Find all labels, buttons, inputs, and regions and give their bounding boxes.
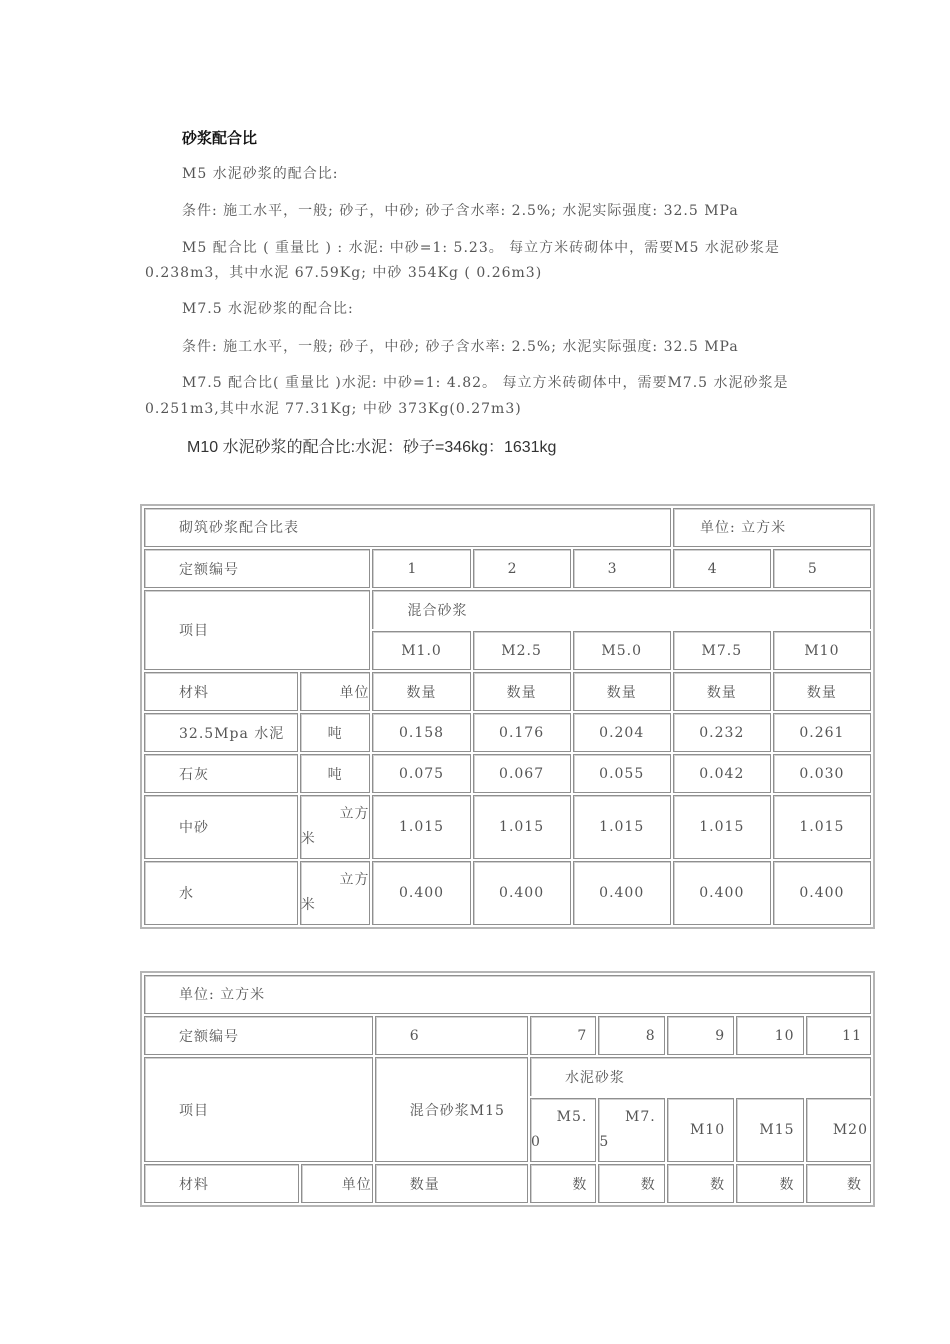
table1-qty-label: 数量 bbox=[673, 672, 771, 711]
table2-qty-short: 数 bbox=[736, 1164, 803, 1203]
m5-ratio-line1: M5 配合比 ( 重量比 ) : 水泥: 中砂=1: 5.23。 每立方米砖砌体中，需要M5 水泥砂浆是 bbox=[182, 240, 780, 256]
m5-conditions: 条件: 施工水平，一般; 砂子，中砂; 砂子含水率: 2.5%; 水泥实际强度: 32.5 MPa bbox=[182, 203, 739, 219]
m5-ratio-line2: 0.238m3，其中水泥 67.59Kg; 中砂 354Kg ( 0.26m3) bbox=[145, 265, 543, 281]
table2-qty-short: 数 bbox=[667, 1164, 734, 1203]
row-value: 0.042 bbox=[673, 754, 771, 793]
table-row bbox=[144, 754, 871, 793]
table1-item-label: 项目 bbox=[144, 590, 370, 670]
table1-qty-label: 数量 bbox=[473, 672, 571, 711]
table1-quota-5: 5 bbox=[773, 549, 871, 588]
row-material-name: 中砂 bbox=[144, 795, 298, 859]
row-value: 0.261 bbox=[773, 713, 871, 752]
table1-grade-m7-5: M7.5 bbox=[673, 631, 771, 670]
row-value: 1.015 bbox=[573, 795, 671, 859]
table2-quota-6: 6 bbox=[375, 1016, 528, 1055]
table2-material-label: 材料 bbox=[144, 1164, 299, 1203]
row-value: 0.400 bbox=[573, 861, 671, 925]
table2-grade-m15: M15 bbox=[736, 1098, 803, 1162]
table1-material-label: 材料 bbox=[144, 672, 298, 711]
table2-qty-label: 数量 bbox=[375, 1164, 528, 1203]
unit-part-a: 立方 bbox=[339, 806, 370, 822]
table2-grade-m10: M10 bbox=[667, 1098, 734, 1162]
table1-qty-label: 数量 bbox=[573, 672, 671, 711]
mortar-ratio-table-1 bbox=[140, 504, 875, 929]
table2-qty-short: 数 bbox=[598, 1164, 664, 1203]
row-value: 0.400 bbox=[372, 861, 470, 925]
row-material-name: 石灰 bbox=[144, 754, 298, 793]
table-row bbox=[144, 795, 871, 859]
table2-quota-7: 7 bbox=[530, 1016, 596, 1055]
grade-part-a: M7. bbox=[625, 1109, 656, 1125]
row-value: 0.400 bbox=[473, 861, 571, 925]
grade-part-b: 5 bbox=[599, 1134, 610, 1150]
m75-ratio-line1: M7.5 配合比( 重量比 )水泥: 中砂=1: 4.82。 每立方米砖砌体中，需要M7.5 水泥砂浆是 bbox=[182, 375, 789, 391]
unit-part-b: 米 bbox=[300, 831, 316, 847]
row-material-unit: 吨 bbox=[300, 713, 371, 752]
row-value: 0.400 bbox=[673, 861, 771, 925]
row-value: 1.015 bbox=[372, 795, 470, 859]
table1-mortar-type: 混合砂浆 bbox=[372, 590, 871, 629]
grade-part-b: 0 bbox=[530, 1134, 541, 1150]
table1-unit-label: 单位 bbox=[300, 672, 371, 711]
table1-quota-2: 2 bbox=[473, 549, 571, 588]
unit-part-b: 米 bbox=[300, 897, 316, 913]
table2-unit-label: 单位 bbox=[301, 1164, 372, 1203]
row-value: 0.075 bbox=[372, 754, 470, 793]
table2-quota-11: 11 bbox=[806, 1016, 871, 1055]
page-title: 砂浆配合比 bbox=[182, 129, 258, 147]
row-material-unit: 吨 bbox=[300, 754, 371, 793]
table2-grade-m5 bbox=[530, 1098, 596, 1162]
row-value: 0.055 bbox=[573, 754, 671, 793]
table2-unit: 单位: 立方米 bbox=[144, 975, 871, 1014]
row-value: 0.204 bbox=[573, 713, 671, 752]
row-value: 0.067 bbox=[473, 754, 571, 793]
table2-cement-mortar: 水泥砂浆 bbox=[530, 1057, 871, 1096]
table1-grade-m5: M5.0 bbox=[573, 631, 671, 670]
m10-ratio: M10 水泥砂浆的配合比:水泥：砂子=346kg：1631kg bbox=[187, 439, 557, 456]
row-value: 1.015 bbox=[773, 795, 871, 859]
table2-qty-short: 数 bbox=[806, 1164, 871, 1203]
table2-qty-short: 数 bbox=[530, 1164, 596, 1203]
table2-item-label: 项目 bbox=[144, 1057, 373, 1162]
table2-quota-label: 定额编号 bbox=[144, 1016, 373, 1055]
table1-quota-4: 4 bbox=[673, 549, 771, 588]
table1-grade-m2-5: M2.5 bbox=[473, 631, 571, 670]
row-value: 0.400 bbox=[773, 861, 871, 925]
grade-part-a: M5. bbox=[556, 1109, 588, 1125]
table1-quota-label: 定额编号 bbox=[144, 549, 370, 588]
table2-grade-m7-5 bbox=[598, 1098, 664, 1162]
table2-quota-10: 10 bbox=[736, 1016, 803, 1055]
unit-part-a: 立方 bbox=[339, 872, 370, 888]
table1-grade-m1: M1.0 bbox=[372, 631, 470, 670]
table2-quota-9: 9 bbox=[667, 1016, 734, 1055]
row-material-unit bbox=[300, 795, 371, 859]
table1-quota-3: 3 bbox=[573, 549, 671, 588]
table-row bbox=[144, 861, 871, 925]
row-value: 0.176 bbox=[473, 713, 571, 752]
table1-grade-m10: M10 bbox=[773, 631, 871, 670]
row-value: 0.232 bbox=[673, 713, 771, 752]
row-material-name: 水 bbox=[144, 861, 298, 925]
row-value: 0.158 bbox=[372, 713, 470, 752]
row-material-unit bbox=[300, 861, 371, 925]
table1-quota-1: 1 bbox=[372, 549, 470, 588]
m75-conditions: 条件: 施工水平，一般; 砂子，中砂; 砂子含水率: 2.5%; 水泥实际强度: 32.5 MPa bbox=[182, 339, 739, 355]
table1-title: 砌筑砂浆配合比表 bbox=[179, 520, 299, 536]
table-row bbox=[144, 713, 871, 752]
row-value: 1.015 bbox=[673, 795, 771, 859]
table1-qty-label: 数量 bbox=[773, 672, 871, 711]
table2-grade-m20: M20 bbox=[806, 1098, 871, 1162]
row-value: 0.030 bbox=[773, 754, 871, 793]
table1-title-cell: 砌筑砂浆配合比表 单位: 立方米 bbox=[144, 508, 671, 547]
mortar-ratio-table-2 bbox=[140, 971, 875, 1207]
m5-heading: M5 水泥砂浆的配合比: bbox=[182, 166, 339, 182]
table2-mixed-m15: 混合砂浆M15 bbox=[375, 1057, 528, 1162]
row-value: 1.015 bbox=[473, 795, 571, 859]
m75-ratio-line2: 0.251m3,其中水泥 77.31Kg; 中砂 373Kg(0.27m3) bbox=[145, 401, 522, 417]
m75-heading: M7.5 水泥砂浆的配合比: bbox=[182, 301, 354, 317]
table2-quota-8: 8 bbox=[598, 1016, 664, 1055]
table1-qty-label: 数量 bbox=[372, 672, 470, 711]
row-material-name: 32.5Mpa 水泥 bbox=[144, 713, 298, 752]
